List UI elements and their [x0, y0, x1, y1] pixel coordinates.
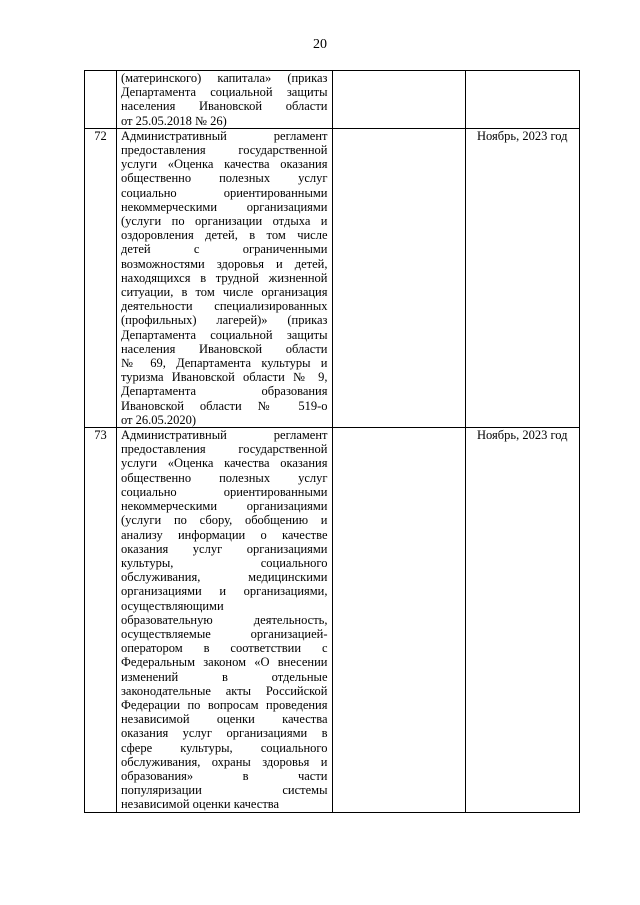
deadline-cell: Ноябрь, 2023 год: [465, 128, 579, 427]
description-line: Департамента социальной защиты: [120, 85, 328, 100]
description-line: Федерации по вопросам проведения: [120, 697, 328, 712]
page-number: 20: [313, 37, 327, 52]
description-line: услуги «Оценка качества оказания: [120, 456, 328, 471]
description-line: населения Ивановской области: [120, 99, 328, 114]
description-line: возможностями здоровья и детей,: [120, 256, 328, 271]
description-line: культуры, социального: [120, 555, 328, 570]
row-description: [116, 71, 332, 129]
row-description: [116, 428, 332, 812]
description-line: оказания услуг организациями: [120, 541, 328, 556]
description-line: (услуги по организации отдыха и: [120, 214, 328, 229]
empty-cell: [332, 71, 465, 129]
description-line: обслуживания, медицинскими: [120, 570, 328, 585]
description-line: детей с ограниченными: [120, 242, 328, 257]
description-line: (услуги по сбору, обобщению и: [120, 513, 328, 528]
description-line: ситуации, в том числе организация: [120, 285, 328, 300]
description-line: населения Ивановской области: [120, 341, 328, 356]
description-line: услуги «Оценка качества оказания: [120, 157, 328, 172]
description-line: популяризации системы: [120, 783, 328, 798]
description-line: независимой оценки качества: [120, 712, 328, 727]
plan-table: [84, 70, 580, 813]
description-line: образовательную деятельность,: [120, 612, 328, 627]
description-line: некоммерческими организациями: [120, 499, 328, 514]
description-line: образования» в части: [120, 768, 328, 783]
description-line: (материнского) капитала» (приказ: [120, 71, 328, 85]
row-number: 73: [85, 428, 117, 812]
description-line: общественно полезных услуг: [120, 470, 328, 485]
description-line: туризма Ивановской области № 9,: [120, 370, 328, 385]
description-line: Департамента социальной защиты: [120, 327, 328, 342]
deadline-cell: Ноябрь, 2023 год: [465, 428, 579, 812]
row-number: [85, 71, 117, 129]
description-line: независимой оценки качества: [120, 797, 280, 812]
description-line: оздоровления детей, в том числе: [120, 228, 328, 243]
description-line: обслуживания, охраны здоровья и: [120, 754, 328, 769]
description-line: от 26.05.2020): [120, 412, 197, 427]
description-line: Административный регламент: [120, 428, 328, 443]
description-line: Ивановской области № 519-о: [120, 398, 328, 413]
description-line: Административный регламент: [120, 128, 328, 143]
empty-cell: [332, 128, 465, 427]
description-line: предоставления государственной: [120, 442, 328, 457]
description-line: находящихся в трудной жизненной: [120, 270, 328, 285]
description-line: (профильных) лагерей)» (приказ: [120, 313, 328, 328]
description-line: общественно полезных услуг: [120, 171, 328, 186]
description-line: № 69, Департамента культуры и: [120, 356, 328, 371]
description-line: социально ориентированными: [120, 484, 328, 499]
table-row: [85, 71, 580, 129]
description-line: от 25.05.2018 № 26): [120, 113, 227, 128]
description-line: осуществляющими: [120, 598, 224, 613]
description-line: предоставления государственной: [120, 143, 328, 158]
description-line: деятельности специализированных: [120, 299, 328, 314]
deadline-cell: [465, 71, 579, 129]
description-line: Федеральным законом «О внесении: [120, 655, 328, 670]
table-row: [85, 128, 580, 427]
plan-table-body: [85, 71, 580, 813]
table-row: [85, 428, 580, 812]
description-line: анализу информации о качестве: [120, 527, 328, 542]
row-number: 72: [85, 128, 117, 427]
empty-cell: [332, 428, 465, 812]
row-description: [116, 128, 332, 427]
description-line: некоммерческими организациями: [120, 199, 328, 214]
description-line: организациями и организациями,: [120, 584, 328, 599]
description-line: оказания услуг организациями в: [120, 726, 328, 741]
description-line: законодательные акты Российской: [120, 683, 328, 698]
description-line: изменений в отдельные: [120, 669, 328, 684]
description-line: осуществляемые организацией-: [120, 626, 328, 641]
description-line: оператором в соответствии с: [120, 641, 328, 656]
description-line: Департамента образования: [120, 384, 328, 399]
description-line: сфере культуры, социального: [120, 740, 328, 755]
description-line: социально ориентированными: [120, 185, 328, 200]
